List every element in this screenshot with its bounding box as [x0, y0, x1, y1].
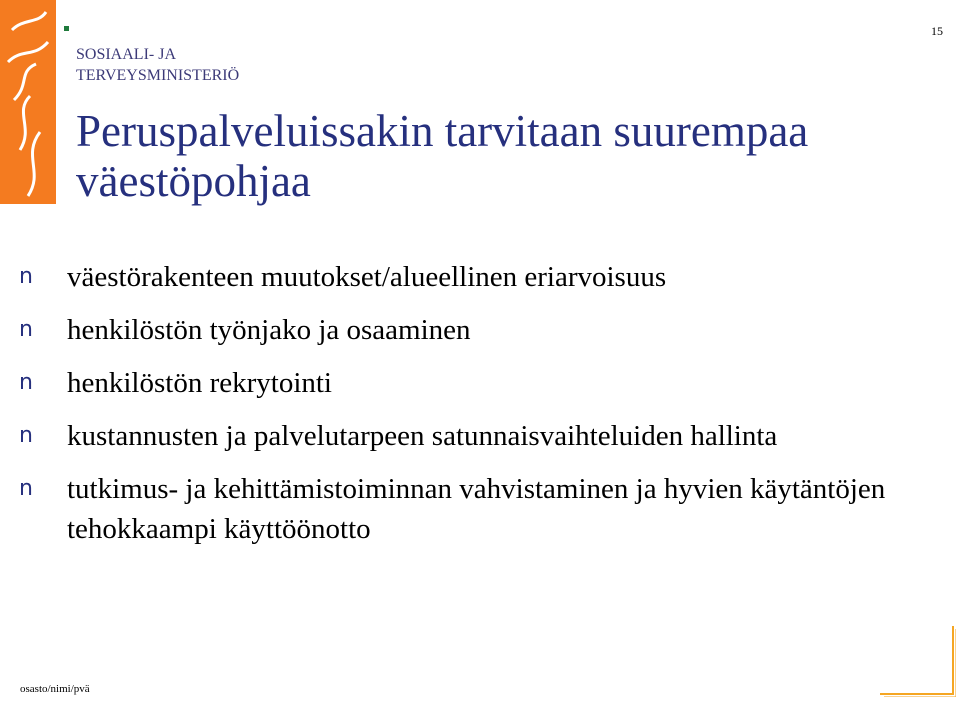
ministry-name: [76, 44, 239, 86]
slide-title-line1: Peruspalveluissakin tarvitaan suurempaa: [76, 106, 809, 156]
bullet-text: kustannusten ja palvelutarpeen satunnaisvaihteluiden hallinta: [67, 420, 778, 452]
bullet-item: [19, 363, 954, 403]
bullet-item: [19, 416, 954, 456]
bullet-item: [19, 310, 954, 350]
bullet-text: henkilöstön rekrytointi: [67, 367, 332, 399]
slide-number: 15: [931, 24, 943, 38]
bullet-marker-icon: n: [19, 476, 33, 501]
bullet-text: väestörakenteen muutokset/alueellinen eriarvoisuus: [67, 261, 667, 293]
bullet-text: henkilöstön työnjako ja osaaminen: [67, 314, 471, 346]
bullet-marker-icon: n: [19, 264, 33, 289]
bullet-item: [19, 469, 954, 549]
footer-text: osasto/nimi/pvä: [20, 683, 90, 695]
ministry-logo: [0, 0, 56, 204]
corner-decoration: [880, 626, 956, 697]
bullet-text: tutkimus- ja kehittämistoiminnan vahvistaminen ja hyvien käytäntöjen tehokkaampi käyttöönotto: [67, 473, 886, 545]
slide-title-line2: väestöpohjaa: [76, 156, 311, 206]
bullet-list: [19, 257, 954, 562]
ministry-name-line2: TERVEYSMINISTERIÖ: [76, 67, 240, 84]
ministry-name-line1: SOSIAALI- JA: [76, 46, 176, 63]
bullet-item: [19, 257, 954, 297]
bullet-marker-icon: n: [19, 370, 33, 395]
slide-title: [76, 106, 926, 206]
bullet-marker-icon: n: [19, 317, 33, 342]
header-square-icon: [64, 26, 69, 31]
bullet-marker-icon: n: [19, 423, 33, 448]
